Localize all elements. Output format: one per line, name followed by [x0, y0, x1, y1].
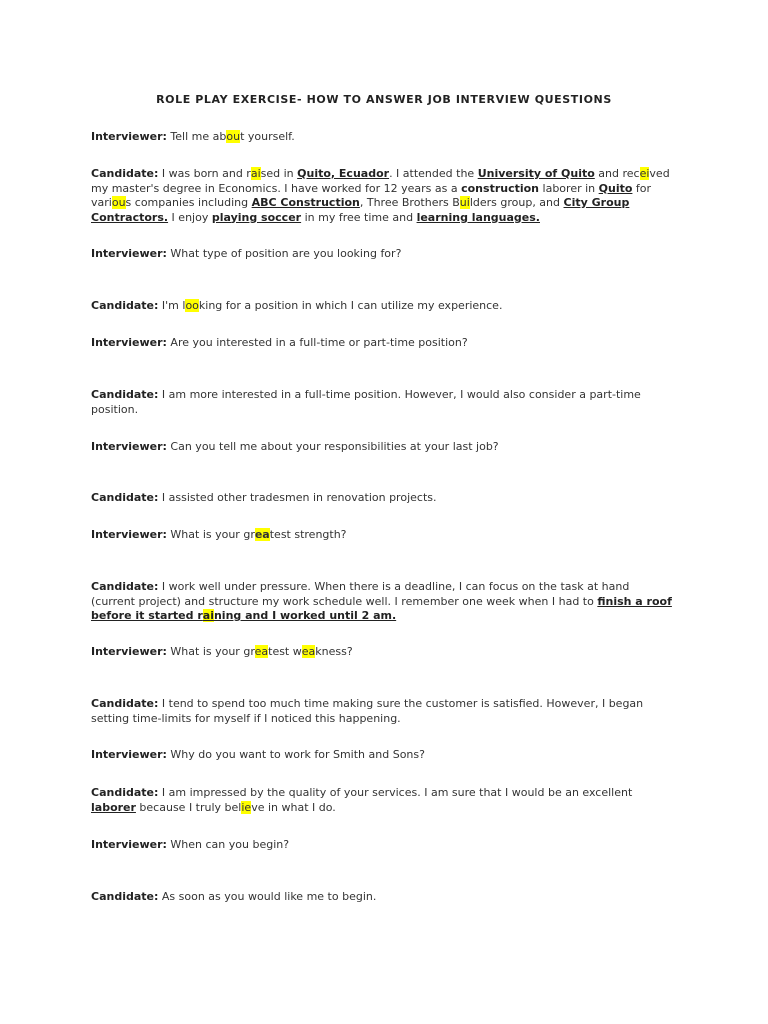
document-title: ROLE PLAY EXERCISE- HOW TO ANSWER JOB INTERVIEW QUESTIONS: [156, 93, 612, 106]
candidate-line: [91, 491, 676, 506]
text-segment: ui: [459, 196, 470, 209]
text-segment: s companies including: [125, 196, 252, 209]
candidate-line: [91, 580, 676, 624]
interviewer-label: Interviewer:: [91, 130, 167, 143]
text-segment: because I truly bel: [135, 800, 242, 814]
text-segment: ved my master's degree in Economics. I have worked for 12 years as a: [91, 167, 670, 195]
candidate-label: Candidate:: [91, 697, 159, 710]
text-segment: test w: [268, 645, 302, 658]
text-segment: What type of position are you looking for?: [166, 247, 402, 260]
text-segment: ei: [639, 167, 650, 180]
text-segment: finish a roof before it started r: [91, 594, 672, 622]
text-segment: What is your gr: [166, 645, 255, 658]
text-segment: sed in: [260, 167, 298, 180]
candidate-label: Candidate:: [91, 786, 159, 799]
interviewer-line: [91, 440, 676, 455]
text-segment: I tend to spend too much time making sure the customer is satisfied. However, I began setting time-limits for myself if I noticed this happening.: [91, 697, 644, 725]
text-segment: University of Quito: [477, 167, 595, 180]
interviewer-label: Interviewer:: [91, 440, 167, 453]
text-segment: I was born and r: [158, 167, 251, 180]
text-segment: ning and I worked until 2 am.: [213, 609, 397, 622]
text-segment: , Three Brothers B: [359, 196, 460, 209]
interviewer-line: [91, 645, 676, 660]
text-segment: Can you tell me about your responsibilities at your last job?: [166, 440, 499, 453]
text-segment: ou: [226, 130, 241, 143]
text-segment: laborer in: [539, 181, 599, 195]
candidate-line: [91, 697, 676, 726]
text-segment: When can you begin?: [166, 838, 290, 851]
interviewer-label: Interviewer:: [91, 336, 167, 349]
text-segment: Quito: [598, 181, 633, 195]
text-segment: oo: [185, 299, 199, 312]
interviewer-label: Interviewer:: [91, 528, 167, 541]
candidate-label: Candidate:: [91, 167, 159, 180]
interviewer-line: [91, 528, 676, 543]
text-segment: ea: [254, 645, 269, 658]
text-segment: and rec: [594, 167, 640, 180]
text-segment: playing soccer: [211, 210, 302, 224]
candidate-line: [91, 890, 676, 905]
candidate-label: Candidate:: [91, 890, 159, 903]
candidate-line: [91, 167, 676, 225]
text-segment: construction: [461, 181, 540, 195]
text-segment: I am more interested in a full-time position. However, I would also consider a part-time position.: [91, 388, 641, 416]
text-segment: Are you interested in a full-time or part-time position?: [166, 336, 468, 349]
text-segment: in my free time and: [301, 210, 417, 224]
text-segment: I am impressed by the quality of your services. I am sure that I would be an excellent: [158, 786, 633, 799]
text-segment: ie: [241, 800, 252, 814]
text-segment: laborer: [91, 800, 136, 814]
text-segment: City Group Contractors.: [91, 196, 630, 224]
candidate-line: [91, 786, 676, 815]
interviewer-line: [91, 247, 676, 262]
text-segment: What is your gr: [166, 528, 255, 541]
interviewer-label: Interviewer:: [91, 247, 167, 260]
text-segment: ai: [202, 609, 214, 622]
text-segment: lders group, and: [469, 196, 564, 209]
text-segment: king for a position in which I can utilize my experience.: [198, 299, 503, 312]
text-segment: ea: [254, 528, 270, 541]
text-segment: ABC Construction: [251, 196, 360, 209]
candidate-line: [91, 388, 676, 417]
text-segment: ou: [111, 196, 126, 209]
text-segment: Tell me ab: [166, 130, 227, 143]
text-segment: learning languages.: [416, 210, 540, 224]
text-segment: Quito, Ecuador: [297, 167, 390, 180]
interviewer-label: Interviewer:: [91, 645, 167, 658]
text-segment: Why do you want to work for Smith and Sons?: [166, 748, 425, 761]
text-segment: ve in what I do.: [251, 800, 336, 814]
candidate-line: [91, 299, 676, 314]
text-segment: kness?: [315, 645, 353, 658]
text-segment: t yourself.: [240, 130, 295, 143]
text-segment: As soon as you would like me to begin.: [158, 890, 377, 903]
text-segment: ea: [301, 645, 316, 658]
text-segment: I assisted other tradesmen in renovation projects.: [158, 491, 437, 504]
candidate-label: Candidate:: [91, 580, 159, 593]
candidate-label: Candidate:: [91, 388, 159, 401]
interviewer-label: Interviewer:: [91, 748, 167, 761]
text-segment: I enjoy: [168, 210, 212, 224]
interviewer-line: [91, 748, 676, 763]
text-segment: I work well under pressure. When there is a deadline, I can focus on the task at hand (current project) and structure my work schedule well. I remember one week when I had to: [91, 580, 630, 608]
text-segment: . I attended the: [389, 167, 478, 180]
interviewer-line: [91, 838, 676, 853]
text-segment: I'm l: [158, 299, 186, 312]
interviewer-line: [91, 336, 676, 351]
text-segment: ai: [250, 167, 261, 180]
interviewer-label: Interviewer:: [91, 838, 167, 851]
candidate-label: Candidate:: [91, 491, 159, 504]
interviewer-line: [91, 130, 676, 145]
text-segment: test strength?: [269, 528, 347, 541]
text-segment: for vari: [91, 181, 652, 209]
candidate-label: Candidate:: [91, 299, 159, 312]
